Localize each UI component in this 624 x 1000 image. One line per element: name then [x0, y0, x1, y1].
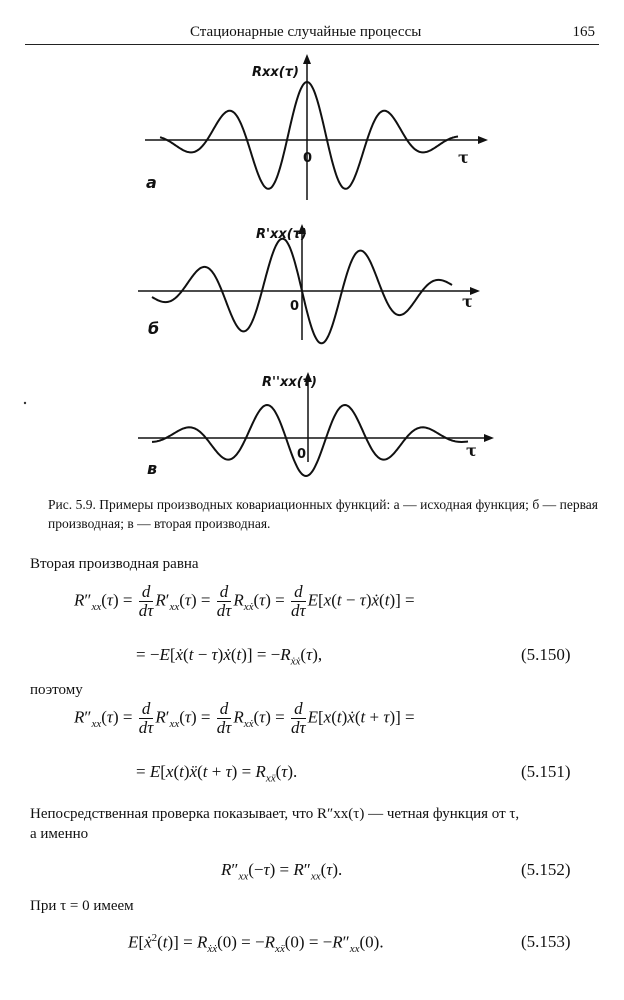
- panel-c: [138, 372, 494, 478]
- panel-c-curve: [152, 405, 468, 476]
- paragraph-1: Вторая производная равна: [30, 556, 199, 572]
- panel-b: [138, 224, 480, 343]
- equation-5-153: E[ẋ$^2$(t)] = $R_{ẋẋ}(0) = -R_{xẍ}(0) = -R''_{xx}(0)$.: [128, 932, 384, 956]
- page-number: 165: [572, 24, 595, 40]
- equation-5-151-line-2: = E[x(t)ẍ(t + $\tau) = R_{xẍ}(\tau)$.: [136, 762, 298, 785]
- panel-a-label: а: [146, 173, 157, 192]
- paragraph-2: поэтому: [30, 682, 83, 698]
- panel-a-r-arrow: [303, 54, 311, 64]
- equation-number-5-151: (5.151): [521, 762, 571, 781]
- panel-b-ylabel: R'xx(τ): [256, 227, 307, 242]
- figure-caption: Рис. 5.9. Примеры производных ковариационных функций: а — исходная функция; б — первая производная; в — вторая производная.: [48, 497, 598, 531]
- panel-a-origin: 0: [303, 151, 313, 166]
- equation-5-150-line-2: = −E[ẋ(t − τ)ẋ(t)] = $-R_{ẋẋ}(\tau)$,: [136, 645, 323, 668]
- stray-mark: [24, 402, 26, 404]
- paragraph-4: При τ = 0 имеем: [30, 898, 134, 914]
- panel-b-origin: 0: [290, 299, 300, 314]
- panel-a-tau-arrow: [478, 136, 488, 144]
- panel-b-label: б: [148, 319, 160, 338]
- panel-a-ylabel: Rxx(τ): [252, 65, 299, 80]
- equation-5-151-line-1: $R''_{xx}(\tau)$ = $\frac{d}{d\tau}$ $R'_{xx}(\tau)$ = $\frac{d}{d\tau}$ $R_{xẋ}(\tau)$ = $\frac{d}{d\tau}$ E[x(t)ẋ(t + τ)] =: [74, 699, 415, 737]
- panel-c-origin: 0: [297, 447, 307, 462]
- panel-a-curve: [160, 82, 458, 189]
- panel-c-label: в: [147, 459, 158, 478]
- paragraph-3-line-1: Непосредственная проверка показывает, что R″xx(τ) — четная функция от τ,: [30, 806, 520, 822]
- panel-c-xlabel: τ: [466, 441, 477, 460]
- running-title: Стационарные случайные процессы: [190, 24, 422, 40]
- panel-b-xlabel: τ: [462, 292, 473, 311]
- panel-c-ylabel: R''xx(τ): [262, 375, 317, 390]
- panel-a-xlabel: τ: [458, 148, 469, 167]
- panel-a: [145, 54, 488, 200]
- equation-5-150-line-1: $R''_{xx}(\tau)$ = $\frac{d}{d\tau}$ $R'_{xx}(\tau)$ = $\frac{d}{d\tau}$ $R_{xẋ}(\tau)$ = $\frac{d}{d\tau}$ E[x(t − τ)ẋ(t)] =: [74, 582, 415, 620]
- figure-5-9: [0, 0, 624, 490]
- paragraph-3-line-2: а именно: [30, 826, 89, 842]
- equation-number-5-152: (5.152): [521, 860, 571, 879]
- panel-c-tau-arrow: [484, 434, 494, 442]
- equation-number-5-153: (5.153): [521, 932, 571, 951]
- equation-number-5-150: (5.150): [521, 645, 571, 664]
- equation-5-152: $R''_{xx}(-\tau) = R''_{xx}(\tau)$.: [221, 860, 343, 883]
